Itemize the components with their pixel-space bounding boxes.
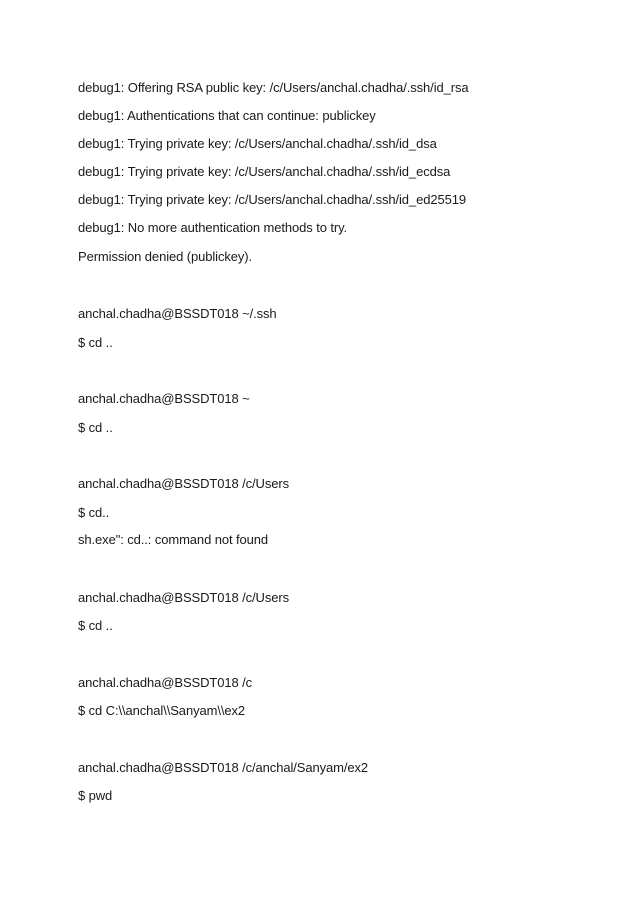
terminal-line: debug1: No more authentication methods to try. (78, 220, 348, 235)
terminal-prompt-line: anchal.chadha@BSSDT018 /c/Users (78, 476, 289, 491)
terminal-error-line: sh.exe": cd..: command not found (78, 532, 269, 547)
terminal-command-line: $ cd .. (78, 618, 113, 633)
terminal-prompt-line: anchal.chadha@BSSDT018 ~/.ssh (78, 306, 277, 321)
terminal-command-line: $ pwd (78, 788, 113, 803)
terminal-prompt-line: anchal.chadha@BSSDT018 /c (78, 675, 253, 690)
terminal-command-line: $ cd .. (78, 420, 113, 435)
terminal-line: debug1: Trying private key: /c/Users/anchal.chadha/.ssh/id_ecdsa (78, 164, 451, 179)
terminal-prompt-line: anchal.chadha@BSSDT018 ~ (78, 391, 250, 406)
terminal-line: debug1: Trying private key: /c/Users/anchal.chadha/.ssh/id_ed25519 (78, 192, 466, 207)
terminal-line: debug1: Offering RSA public key: /c/Users/anchal.chadha/.ssh/id_rsa (78, 80, 469, 95)
terminal-command-line: $ cd.. (78, 505, 110, 520)
terminal-prompt-line: anchal.chadha@BSSDT018 /c/anchal/Sanyam/ex2 (78, 760, 369, 775)
terminal-line: debug1: Authentications that can continue: publickey (78, 108, 376, 123)
terminal-prompt-line: anchal.chadha@BSSDT018 /c/Users (78, 590, 289, 605)
terminal-command-line: $ cd C:\\anchal\\Sanyam\\ex2 (78, 703, 246, 718)
terminal-line: debug1: Trying private key: /c/Users/anchal.chadha/.ssh/id_dsa (78, 136, 437, 151)
terminal-command-line: $ cd .. (78, 335, 113, 350)
terminal-line: Permission denied (publickey). (78, 249, 253, 264)
